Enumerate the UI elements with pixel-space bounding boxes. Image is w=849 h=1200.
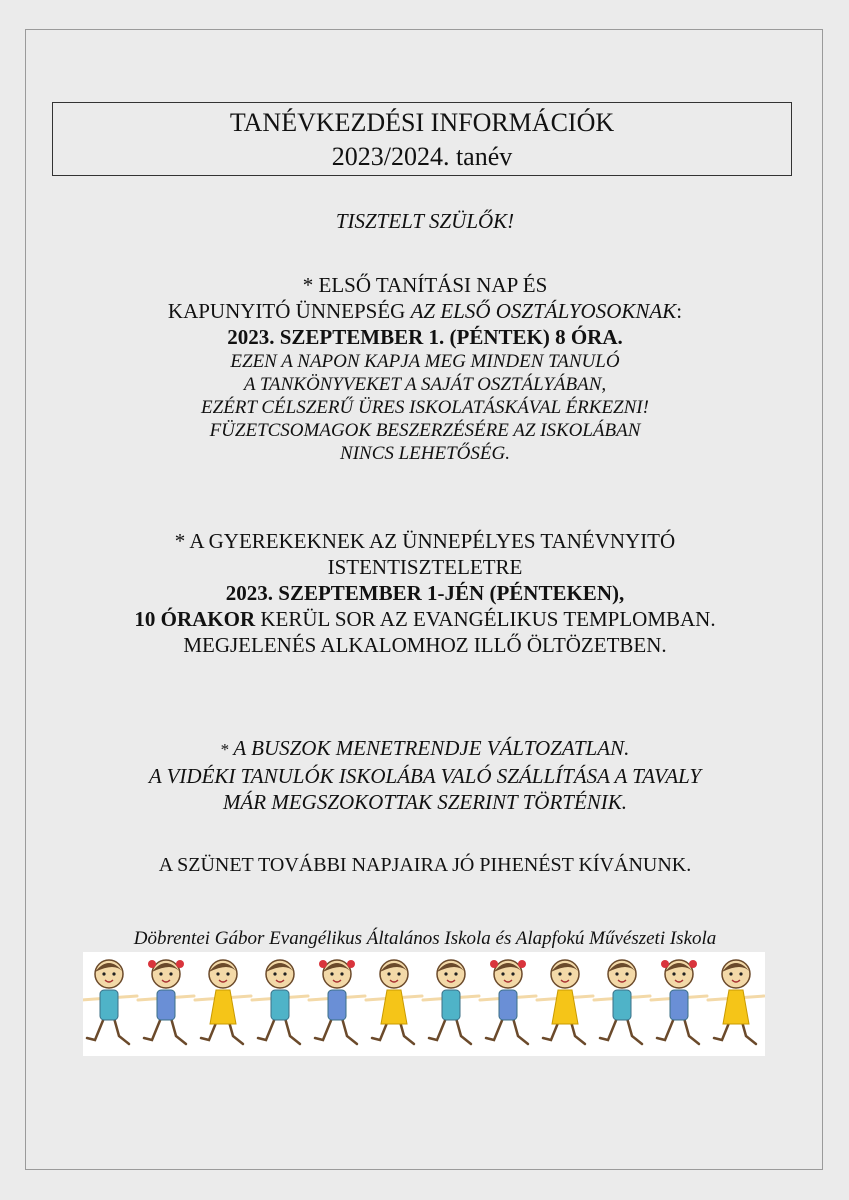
- title-box: [52, 102, 792, 176]
- child-figure: [309, 960, 365, 1044]
- service-dress: MEGJELENÉS ALKALOMHOZ ILLŐ ÖLTÖZETBEN.: [183, 633, 667, 657]
- first-day-line2-a: KAPUNYITÓ ÜNNEPSÉG: [167, 299, 411, 323]
- child-figure: [83, 960, 137, 1044]
- note-line: EZÉRT CÉLSZERŰ ÜRES ISKOLATÁSKÁVAL ÉRKEZNI!: [201, 397, 649, 418]
- bus-star: *: [220, 740, 234, 759]
- first-day-line2-c: :: [676, 299, 683, 323]
- note-line: EZEN A NAPON KAPJA MEG MINDEN TANULÓ: [230, 351, 620, 372]
- note-line: A TANKÖNYVEKET A SAJÁT OSZTÁLYÁBAN,: [243, 374, 607, 395]
- school-signature: Döbrentei Gábor Evangélikus Általános Iskola és Alapfokú Művészeti Iskola: [133, 928, 717, 949]
- first-day-section: [25, 272, 825, 465]
- service-time: [25, 606, 825, 632]
- dancing-children-illustration: [83, 952, 765, 1056]
- service-time-rest: KERÜL SOR AZ EVANGÉLIKUS TEMPLOMBAN.: [255, 607, 716, 631]
- service-date: 2023. SZEPTEMBER 1-JÉN (PÉNTEKEN),: [225, 581, 625, 605]
- service-section: [25, 528, 825, 658]
- child-figure: [480, 960, 536, 1044]
- first-day-line1: * ELSŐ TANÍTÁSI NAP ÉS: [302, 273, 548, 297]
- child-figure: [252, 960, 308, 1044]
- first-day-line2: [25, 298, 825, 324]
- child-figure: [366, 960, 422, 1044]
- note-line: FÜZETCSOMAGOK BESZERZÉSÉRE AZ ISKOLÁBAN: [209, 420, 641, 441]
- child-figure: [708, 960, 764, 1044]
- service-time-bold: 10 ÓRAKOR: [134, 607, 256, 631]
- child-figure: [195, 960, 251, 1044]
- bus-line2: A VIDÉKI TANULÓK ISKOLÁBA VALÓ SZÁLLÍTÁSA A TAVALY: [148, 764, 702, 788]
- child-figure: [138, 960, 194, 1044]
- child-figure: [651, 960, 707, 1044]
- first-day-line2-b: AZ ELSŐ OSZTÁLYOSOKNAK: [410, 299, 677, 323]
- child-figure: [423, 960, 479, 1044]
- page-title: TANÉVKEZDÉSI INFORMÁCIÓK: [229, 108, 615, 137]
- page-subtitle: 2023/2024. tanév: [331, 142, 513, 171]
- first-day-date: 2023. SZEPTEMBER 1. (PÉNTEK) 8 ÓRA.: [227, 325, 623, 349]
- bus-line3: MÁR MEGSZOKOTTAK SZERINT TÖRTÉNIK.: [222, 790, 628, 814]
- wish-text: A SZÜNET TOVÁBBI NAPJAIRA JÓ PIHENÉST KÍVÁNUNK.: [158, 854, 692, 876]
- children-chain-graphic: [83, 952, 765, 1056]
- service-line1: * A GYEREKEKNEK AZ ÜNNEPÉLYES TANÉVNYITÓ: [174, 529, 676, 553]
- bus-line1-text: A BUSZOK MENETRENDJE VÁLTOZATLAN.: [233, 736, 630, 760]
- service-line2: ISTENTISZTELETRE: [327, 555, 523, 579]
- greeting: TISZTELT SZÜLŐK!: [335, 209, 515, 233]
- first-day-note: [25, 350, 825, 465]
- child-figure: [537, 960, 593, 1044]
- note-line: NINCS LEHETŐSÉG.: [340, 443, 510, 464]
- bus-section: [25, 735, 825, 815]
- bus-line1: [25, 735, 825, 763]
- child-figure: [594, 960, 650, 1044]
